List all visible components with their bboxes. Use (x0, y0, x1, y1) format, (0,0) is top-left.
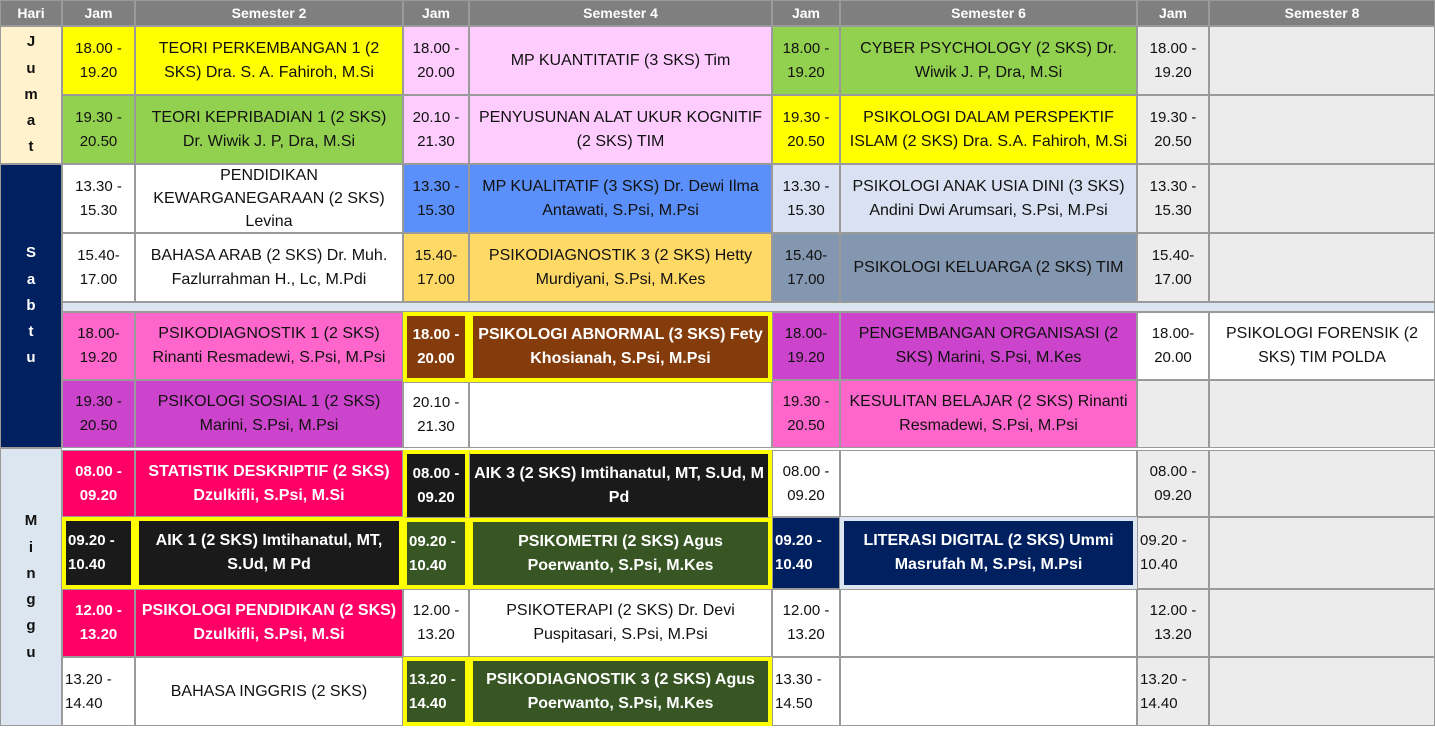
time-cell: 13.30 - 15.30 (772, 164, 840, 233)
course-cell (1209, 26, 1435, 95)
course-cell (1209, 380, 1435, 448)
course-cell: PSIKOLOGI KELUARGA (2 SKS) TIM (840, 233, 1137, 302)
course-cell (1209, 450, 1435, 517)
time-cell: 18.00- 19.20 (62, 312, 135, 380)
time-cell: 19.30 - 20.50 (62, 380, 135, 448)
course-cell: LITERASI DIGITAL (2 SKS) Ummi Masrufah M, S.Psi, M.Psi (840, 517, 1137, 589)
course-cell: CYBER PSYCHOLOGY (2 SKS) Dr. Wiwik J. P, Dra, M.Si (840, 26, 1137, 95)
course-cell: PSIKOLOGI DALAM PERSPEKTIF ISLAM (2 SKS) Dra. S.A. Fahiroh, M.Si (840, 95, 1137, 164)
course-cell (1209, 657, 1435, 726)
time-cell: 09.20 - 10.40 (403, 518, 469, 589)
day-minggu-label: M i n g g u (24, 512, 38, 661)
header-jam-6: Jam (772, 0, 840, 26)
time-cell: 08.00 - 09.20 (403, 450, 469, 518)
course-cell (1209, 589, 1435, 657)
day-sabtu (0, 164, 62, 448)
time-cell: 18.00- 19.20 (772, 312, 840, 380)
time-cell: 08.00 - 09.20 (1137, 450, 1209, 517)
time-cell: 19.30 - 20.50 (1137, 95, 1209, 164)
time-cell: 13.30 - 15.30 (1137, 164, 1209, 233)
time-cell: 15.40- 17.00 (772, 233, 840, 302)
time-cell: 13.30 - 15.30 (62, 164, 135, 233)
day-minggu (0, 448, 62, 726)
course-cell (840, 589, 1137, 657)
section-separator (62, 302, 1435, 312)
course-cell: MP KUANTITATIF (3 SKS) Tim (469, 26, 772, 95)
time-cell: 18.00 - 20.00 (403, 26, 469, 95)
time-cell: 08.00 - 09.20 (62, 450, 135, 517)
course-cell: PENYUSUNAN ALAT UKUR KOGNITIF (2 SKS) TIM (469, 95, 772, 164)
day-sabtu-label: S a b t u (25, 244, 36, 367)
time-cell: 18.00 - 19.20 (1137, 26, 1209, 95)
header-jam-2: Jam (62, 0, 135, 26)
course-cell (1209, 164, 1435, 233)
course-cell: PSIKOLOGI SOSIAL 1 (2 SKS) Marini, S.Psi, M.Psi (135, 380, 403, 448)
course-cell: AIK 1 (2 SKS) Imtihanatul, MT, S.Ud, M Pd (135, 517, 403, 589)
header-hari: Hari (0, 0, 62, 26)
course-cell (840, 657, 1137, 726)
time-cell: 13.20 - 14.40 (1137, 657, 1209, 726)
time-cell: 15.40- 17.00 (403, 233, 469, 302)
time-cell: 13.20 - 14.40 (62, 657, 135, 726)
time-cell: 18.00- 20.00 (1137, 312, 1209, 380)
course-cell: PSIKODIAGNOSTIK 3 (2 SKS) Agus Poerwanto, S.Psi, M.Kes (469, 657, 772, 726)
course-cell: PSIKOLOGI PENDIDIKAN (2 SKS) Dzulkifli, S.Psi, M.Si (135, 589, 403, 657)
course-cell: PSIKODIAGNOSTIK 3 (2 SKS) Hetty Murdiyani, S.Psi, M.Kes (469, 233, 772, 302)
time-cell: 19.30 - 20.50 (772, 95, 840, 164)
header-jam-8: Jam (1137, 0, 1209, 26)
course-cell: AIK 3 (2 SKS) Imtihanatul, MT, S.Ud, M Pd (469, 450, 772, 518)
time-cell: 13.30 - 14.50 (772, 657, 840, 726)
course-cell: MP KUALITATIF (3 SKS) Dr. Dewi Ilma Antawati, S.Psi, M.Psi (469, 164, 772, 233)
course-cell: KESULITAN BELAJAR (2 SKS) Rinanti Resmadewi, S.Psi, M.Psi (840, 380, 1137, 448)
time-cell: 18.00 - 20.00 (403, 312, 469, 382)
course-cell: STATISTIK DESKRIPTIF (2 SKS) Dzulkifli, S.Psi, M.Si (135, 450, 403, 517)
course-cell: PSIKOLOGI FORENSIK (2 SKS) TIM POLDA (1209, 312, 1435, 380)
course-cell: TEORI PERKEMBANGAN 1 (2 SKS) Dra. S. A. Fahiroh, M.Si (135, 26, 403, 95)
time-cell: 19.30 - 20.50 (772, 380, 840, 448)
course-cell: PSIKOLOGI ABNORMAL (3 SKS) Fety Khosianah, S.Psi, M.Psi (469, 312, 772, 382)
day-jumat-label: J u m a t (24, 33, 38, 156)
time-cell: 18.00 - 19.20 (772, 26, 840, 95)
course-cell (1209, 95, 1435, 164)
course-cell: BAHASA INGGRIS (2 SKS) (135, 657, 403, 726)
time-cell: 20.10 - 21.30 (403, 382, 469, 448)
time-cell (1137, 380, 1209, 448)
header-semester-6: Semester 6 (840, 0, 1137, 26)
header-semester-2: Semester 2 (135, 0, 403, 26)
course-cell: TEORI KEPRIBADIAN 1 (2 SKS) Dr. Wiwik J. P, Dra, M.Si (135, 95, 403, 164)
course-cell: BAHASA ARAB (2 SKS) Dr. Muh. Fazlurrahman H., Lc, M.Pdi (135, 233, 403, 302)
header-semester-4: Semester 4 (469, 0, 772, 26)
time-cell: 18.00 - 19.20 (62, 26, 135, 95)
course-cell: PSIKODIAGNOSTIK 1 (2 SKS) Rinanti Resmadewi, S.Psi, M.Psi (135, 312, 403, 380)
time-cell: 19.30 - 20.50 (62, 95, 135, 164)
time-cell: 13.30 - 15.30 (403, 164, 469, 233)
course-cell: PSIKOMETRI (2 SKS) Agus Poerwanto, S.Psi, M.Kes (469, 518, 772, 589)
course-cell: PSIKOLOGI ANAK USIA DINI (3 SKS) Andini Dwi Arumsari, S.Psi, M.Psi (840, 164, 1137, 233)
time-cell: 13.20 - 14.40 (403, 657, 469, 726)
time-cell: 12.00 - 13.20 (1137, 589, 1209, 657)
time-cell: 08.00 - 09.20 (772, 450, 840, 517)
time-cell: 15.40- 17.00 (1137, 233, 1209, 302)
time-cell: 12.00 - 13.20 (772, 589, 840, 657)
course-cell: PENDIDIKAN KEWARGANEGARAAN (2 SKS) Levina (135, 164, 403, 233)
header-semester-8: Semester 8 (1209, 0, 1435, 26)
time-cell: 09.20 - 10.40 (1137, 517, 1209, 589)
course-cell: PENGEMBANGAN ORGANISASI (2 SKS) Marini, S.Psi, M.Kes (840, 312, 1137, 380)
course-cell: PSIKOTERAPI (2 SKS) Dr. Devi Puspitasari, S.Psi, M.Psi (469, 589, 772, 657)
course-cell (1209, 517, 1435, 589)
time-cell: 09.20 - 10.40 (62, 517, 135, 589)
time-cell: 12.00 - 13.20 (403, 589, 469, 657)
time-cell: 15.40- 17.00 (62, 233, 135, 302)
time-cell: 12.00 - 13.20 (62, 589, 135, 657)
course-cell (840, 450, 1137, 517)
day-jumat (0, 26, 62, 164)
course-cell (469, 382, 772, 448)
header-jam-4: Jam (403, 0, 469, 26)
time-cell: 20.10 - 21.30 (403, 95, 469, 164)
course-cell (1209, 233, 1435, 302)
time-cell: 09.20 - 10.40 (772, 517, 840, 589)
